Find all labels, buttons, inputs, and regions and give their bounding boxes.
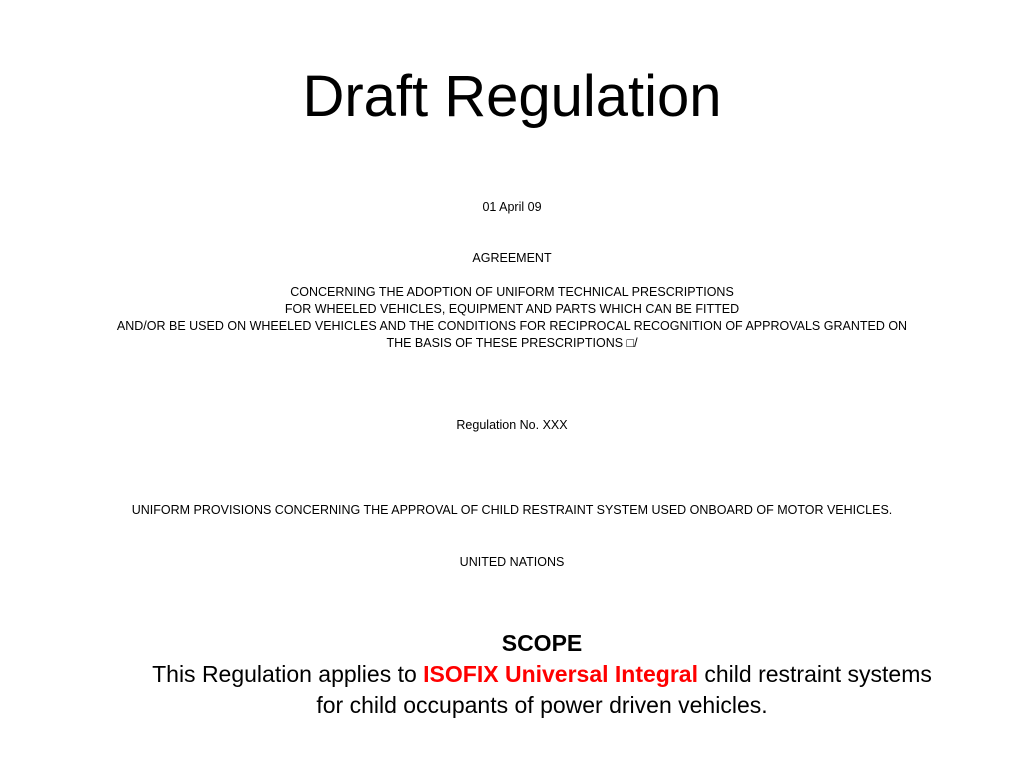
uniform-provisions: UNIFORM PROVISIONS CONCERNING THE APPROVAL OF CHILD RESTRAINT SYSTEM USED ONBOARD OF MOTOR VEHICLES. bbox=[131, 503, 893, 517]
scope-section bbox=[60, 628, 1024, 721]
document-date: 01 April 09 bbox=[482, 200, 542, 214]
scope-heading: SCOPE bbox=[501, 630, 583, 656]
agreement-description-line: AND/OR BE USED ON WHEELED VEHICLES AND THE CONDITIONS FOR RECIPROCAL RECOGNITION OF APPROVALS GRANTED ON bbox=[116, 319, 908, 333]
scope-text-before: This Regulation applies to bbox=[152, 661, 424, 687]
agreement-description bbox=[0, 284, 1024, 352]
scope-text-line2: for child occupants of power driven vehicles. bbox=[316, 692, 768, 718]
scope-highlight: ISOFIX Universal Integral bbox=[423, 661, 698, 687]
slide-title: Draft Regulation bbox=[302, 64, 722, 129]
agreement-description-line: CONCERNING THE ADOPTION OF UNIFORM TECHNICAL PRESCRIPTIONS bbox=[290, 285, 734, 299]
organization-name: UNITED NATIONS bbox=[459, 555, 565, 569]
agreement-description-line: FOR WHEELED VEHICLES, EQUIPMENT AND PARTS WHICH CAN BE FITTED bbox=[284, 302, 740, 316]
regulation-number: Regulation No. XXX bbox=[456, 418, 568, 432]
agreement-description-line: THE BASIS OF THESE PRESCRIPTIONS □/ bbox=[386, 336, 638, 350]
agreement-heading: AGREEMENT bbox=[472, 251, 552, 265]
scope-text-after: child restraint systems bbox=[697, 661, 932, 687]
